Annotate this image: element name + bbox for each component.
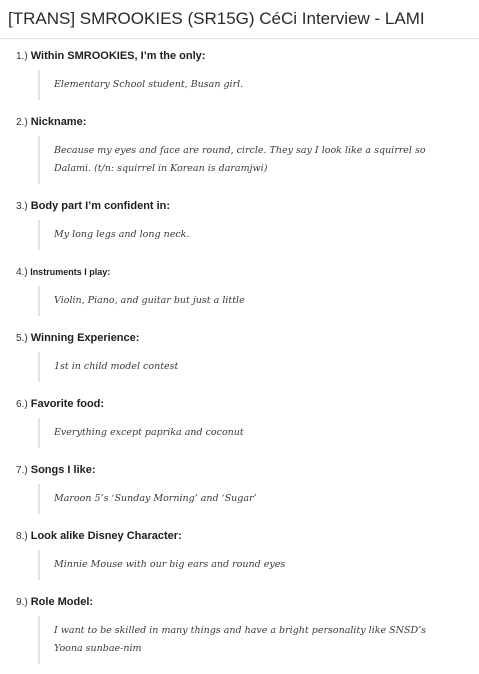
question [0, 590, 479, 614]
question [0, 44, 479, 68]
question-text: Songs I like: [30, 464, 96, 476]
interview-list [0, 44, 479, 674]
answer-quote: My long legs and long neck. [38, 220, 448, 250]
title-divider [0, 38, 479, 39]
question [0, 194, 479, 218]
question-number: 8.) [16, 531, 28, 542]
interview-item [0, 590, 479, 664]
question-number: 1.) [16, 51, 28, 62]
interview-item [0, 194, 479, 250]
question-number: 5.) [16, 333, 28, 344]
question-number: 7.) [16, 465, 28, 476]
answer-quote: Elementary School student, Busan girl. [38, 70, 448, 100]
interview-item [0, 44, 479, 100]
question-number: 3.) [16, 201, 28, 212]
question [0, 524, 479, 548]
question [0, 392, 479, 416]
interview-item [0, 392, 479, 448]
question [0, 260, 479, 284]
question-number: 2.) [16, 117, 28, 128]
question-text: Favorite food: [30, 398, 105, 410]
question-text: Look alike Disney Character: [30, 530, 182, 542]
answer-quote: 1st in child model contest [38, 352, 448, 382]
question [0, 110, 479, 134]
interview-item [0, 524, 479, 580]
question-text: Role Model: [30, 596, 94, 608]
answer-quote: Everything except paprika and coconut [38, 418, 448, 448]
interview-item [0, 326, 479, 382]
answer-quote: Violin, Piano, and guitar but just a little [38, 286, 448, 316]
question-number: 4.) [16, 267, 28, 278]
interview-item [0, 458, 479, 514]
question-text: Nickname: [30, 116, 87, 128]
answer-quote: Maroon 5’s ‘Sunday Morning’ and ‘Sugar’ [38, 484, 448, 514]
question [0, 458, 479, 482]
answer-quote: Minnie Mouse with our big ears and round eyes [38, 550, 448, 580]
interview-item [0, 110, 479, 184]
question-number: 9.) [16, 597, 28, 608]
question-text: Body part I’m confident in: [30, 200, 171, 212]
question-number: 6.) [16, 399, 28, 410]
question-text: Instruments I play: [30, 267, 111, 277]
question-text: Winning Experience: [30, 332, 140, 344]
question [0, 326, 479, 350]
page-title: [TRANS] SMROOKIES (SR15G) CéCi Interview - LAMI [8, 9, 425, 28]
interview-item [0, 260, 479, 316]
answer-quote: Because my eyes and face are round, circle. They say I look like a squirrel so Dalami. (t/n: squirrel in Korean is daramjwi) [38, 136, 448, 184]
question-text: Within SMROOKIES, I’m the only: [30, 50, 206, 62]
answer-quote: I want to be skilled in many things and have a bright personality like SNSD’s Yoona sunbae-nim [38, 616, 448, 664]
